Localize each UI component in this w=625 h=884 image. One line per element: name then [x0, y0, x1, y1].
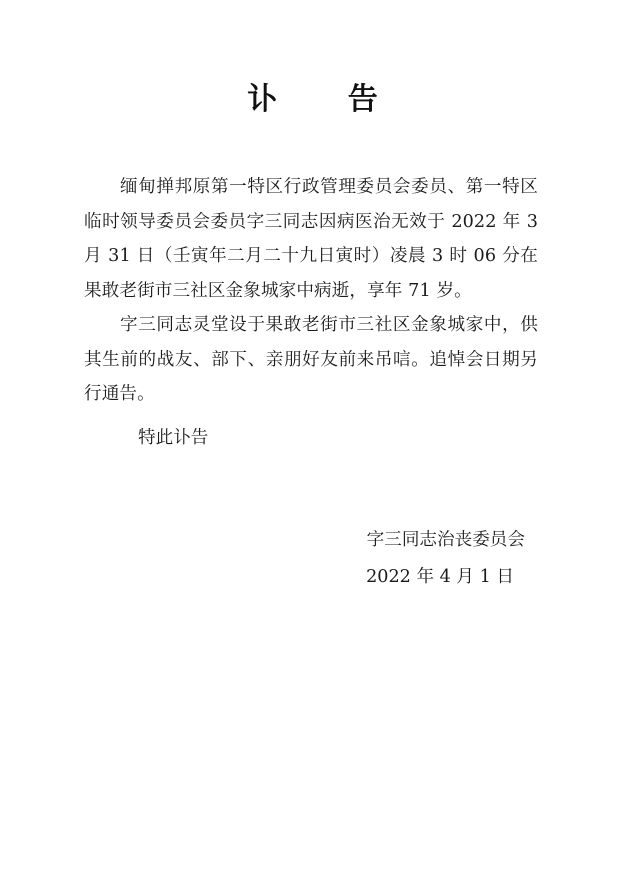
document-title: 讣 告 [247, 82, 408, 117]
body-paragraph-1: 缅甸掸邦原第一特区行政管理委员会委员、第一特区临时领导委员会委员字三同志因病医治无效于 2022 年 3 月 31 日（壬寅年二月二十九日寅时）凌晨 3 时 06 分在果敢老街市三社区金象城家中病逝，享年 71 岁。 [84, 177, 538, 301]
notice-date: 2022 年 4 月 1 日 [366, 567, 514, 587]
closing-line: 特此讣告 [138, 428, 209, 448]
signer-name: 字三同志治丧委员会 [366, 530, 525, 550]
body-paragraph-2: 字三同志灵堂设于果敢老街市三社区金象城家中，供其生前的战友、部下、亲朋好友前来吊唁。追悼会日期另行通告。 [84, 315, 538, 404]
